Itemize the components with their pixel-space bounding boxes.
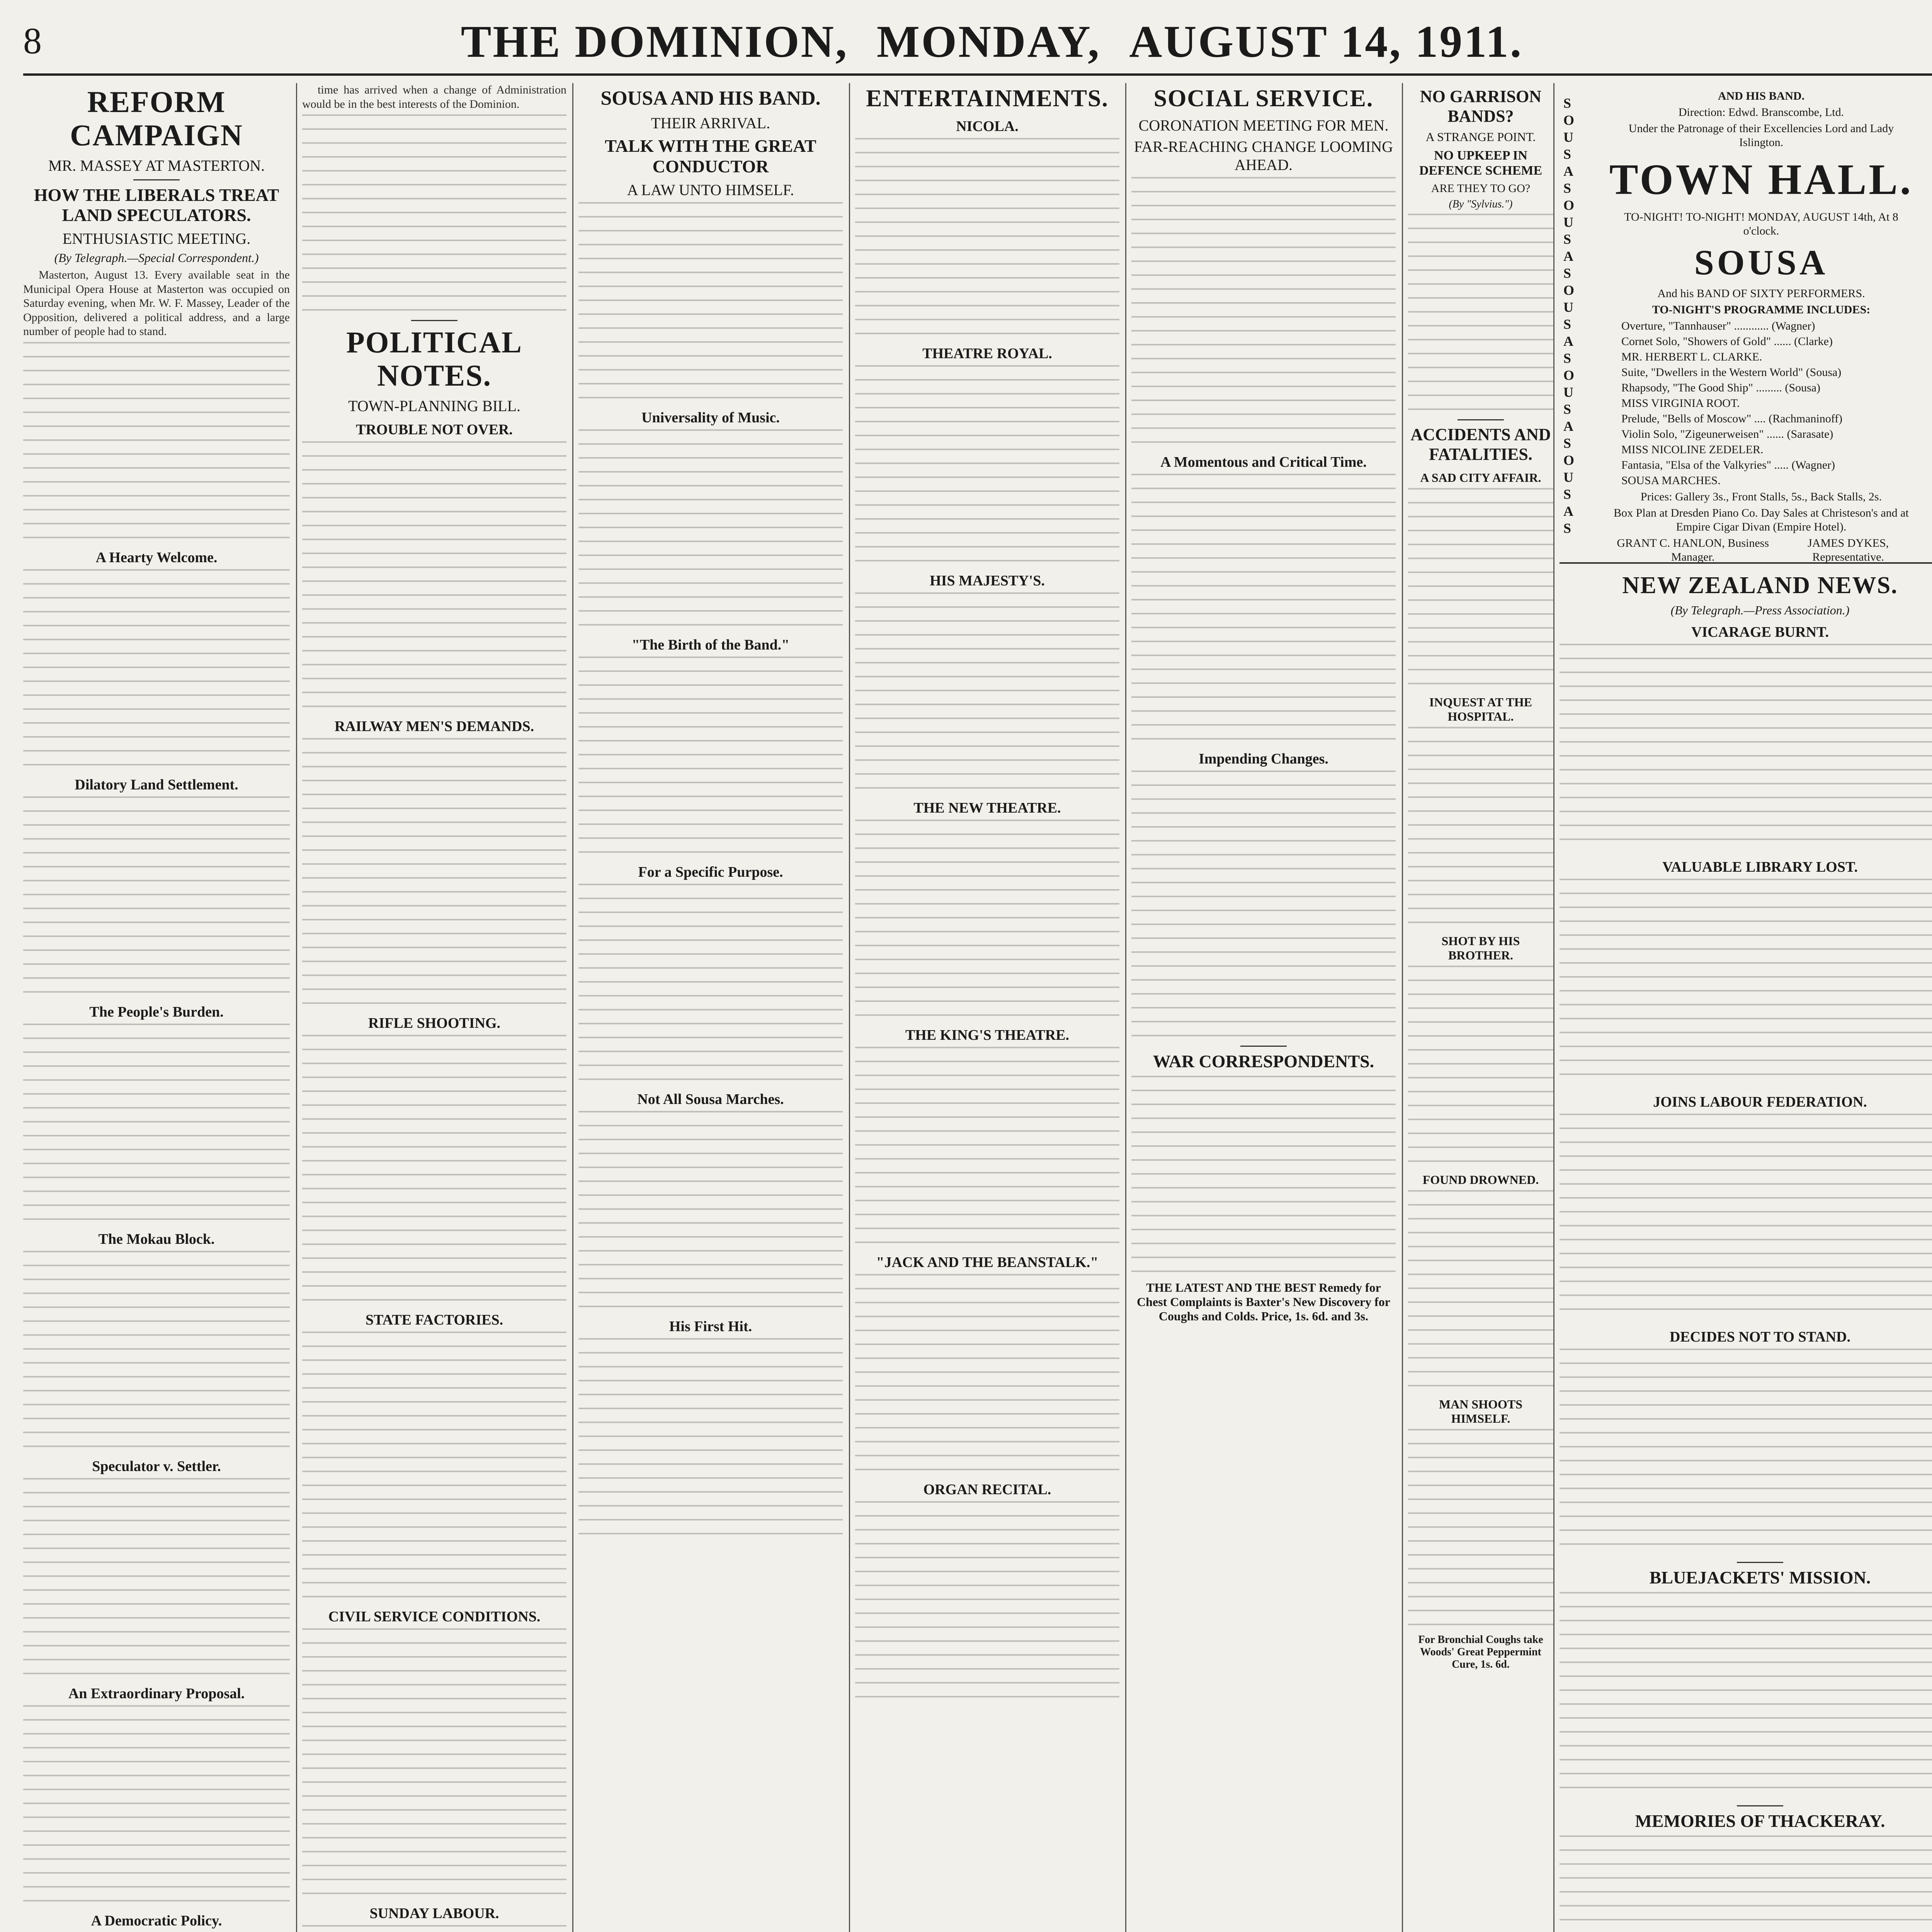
programme-item: MISS VIRGINIA ROOT.	[1621, 397, 1740, 410]
sousa-letter: A	[1563, 503, 1573, 519]
column-rule	[1553, 83, 1554, 1932]
article-heading: BLUEJACKETS' MISSION.	[1649, 1568, 1871, 1588]
article-body	[302, 1925, 566, 1932]
article-body	[23, 1024, 290, 1225]
article-body	[1560, 1592, 1932, 1801]
masthead-title	[23, 15, 1932, 68]
band-letter	[1930, 214, 1932, 231]
section-subhead: RIFLE SHOOTING.	[368, 1015, 501, 1031]
advert-line: Under the Patronage of their Excellencies Lord and Lady Islington.	[1628, 122, 1894, 149]
band-letter	[1930, 231, 1932, 248]
sousa-letter: S	[1563, 180, 1571, 196]
article-body	[1408, 727, 1553, 928]
article-subheading: ARE THEY TO GO?	[1431, 182, 1531, 195]
section-subhead: JOINS LABOUR FEDERATION.	[1653, 1094, 1867, 1111]
sousa-letter: O	[1563, 282, 1575, 298]
section-subhead: SHOT BY HIS BROTHER.	[1441, 934, 1520, 962]
advert-content	[1606, 87, 1917, 566]
article-body	[855, 1274, 1119, 1475]
section-subhead: THEATRE ROYAL.	[922, 345, 1052, 362]
programme-item: Overture, "Tannhauser" ............ (Wagner)	[1621, 320, 1815, 332]
section-subhead: FOUND DROWNED.	[1422, 1172, 1539, 1187]
advert-venue: TOWN HALL.	[1609, 156, 1913, 204]
article-body	[23, 342, 290, 543]
sousa-letter: O	[1563, 452, 1575, 468]
article-body	[855, 820, 1119, 1020]
programme-item: Cornet Solo, "Showers of Gold" ...... (Clarke)	[1621, 335, 1833, 348]
article-heading: SOUSA AND HIS BAND.	[600, 87, 821, 109]
sousa-letter: S	[1563, 265, 1571, 281]
band-letter	[1930, 197, 1932, 214]
article-body	[23, 796, 290, 997]
section-subhead: NICOLA.	[956, 118, 1019, 135]
sousa-letter: S	[1563, 231, 1571, 247]
article-subheading: FAR-REACHING CHANGE LOOMING AHEAD.	[1134, 138, 1393, 174]
advert-representative: JAMES DYKES, Representative.	[1808, 537, 1889, 563]
article-body	[1131, 1076, 1396, 1277]
band-letter	[1930, 95, 1932, 112]
masthead	[23, 12, 1932, 76]
programme-item: SOUSA MARCHES.	[1621, 474, 1721, 487]
column-rule	[1402, 83, 1403, 1932]
article-body	[1131, 770, 1396, 1041]
sousa-letter: S	[1563, 316, 1571, 332]
band-letter	[1930, 146, 1932, 163]
section-subhead: SUNDAY LABOUR.	[369, 1905, 499, 1922]
column-reform-campaign	[23, 83, 290, 1932]
sousa-letter: A	[1563, 163, 1573, 179]
band-letter	[1930, 163, 1932, 180]
sousa-letter: O	[1563, 197, 1575, 213]
article-body	[578, 1111, 843, 1312]
section-subhead: DECIDES NOT TO STAND.	[1669, 1329, 1851, 1345]
article-credit: (By Telegraph.—Press Association.)	[1670, 603, 1850, 617]
article-body	[1560, 879, 1932, 1087]
sousa-letter: U	[1563, 384, 1573, 400]
band-letter	[1930, 367, 1932, 384]
sousa-letter: U	[1563, 299, 1573, 315]
sousa-letter: A	[1563, 333, 1573, 349]
article-heading: NEW ZEALAND NEWS.	[1622, 572, 1898, 599]
article-credit: (By Telegraph.—Special Correspondent.)	[54, 251, 259, 265]
band-letter	[1930, 469, 1932, 486]
article-subheading: CORONATION MEETING FOR MEN.	[1138, 117, 1389, 134]
band-letter	[1930, 112, 1932, 129]
article-body	[1408, 966, 1553, 1167]
section-subhead: His First Hit.	[669, 1318, 752, 1335]
sousa-letter: O	[1563, 367, 1575, 383]
band-letter	[1930, 180, 1932, 197]
column-political-notes	[302, 83, 566, 1932]
advert-name: SOUSA	[1694, 243, 1828, 282]
programme-item: Prelude, "Bells of Moscow" .... (Rachmaninoff)	[1621, 412, 1843, 425]
article-body	[23, 1251, 290, 1452]
article-subheading: A LAW UNTO HIMSELF.	[627, 181, 794, 199]
article-continuation: time has arrived when a change of Administration would be in the best interests of the Dominion.	[302, 83, 566, 111]
paper-name: THE DOMINION,	[461, 16, 849, 67]
band-letter	[1930, 452, 1932, 469]
article-body	[1408, 1190, 1553, 1391]
section-subhead: THE KING'S THEATRE.	[905, 1027, 1070, 1044]
section-subhead: A Momentous and Critical Time.	[1160, 454, 1367, 471]
section-subhead: HIS MAJESTY'S.	[930, 573, 1045, 589]
sousa-letter: S	[1563, 520, 1571, 536]
sousa-letter: S	[1563, 350, 1571, 366]
band-letter	[1930, 350, 1932, 367]
column-social-service	[1131, 83, 1396, 1932]
band-letter	[1930, 129, 1932, 146]
article-body	[855, 1047, 1119, 1248]
article-body	[302, 1628, 566, 1899]
article-heading: ACCIDENTS AND FATALITIES.	[1410, 425, 1551, 464]
band-letter	[1930, 248, 1932, 265]
section-subhead: For a Specific Purpose.	[638, 864, 783, 880]
article-body	[855, 138, 1119, 339]
section-subhead: THE NEW THEATRE.	[913, 800, 1061, 816]
programme-item: Fantasia, "Elsa of the Valkyries" ..... (Wagner)	[1621, 459, 1835, 471]
sousa-letter: O	[1563, 112, 1575, 128]
sousa-letter: S	[1563, 401, 1571, 417]
section-subhead: Dilatory Land Settlement.	[75, 776, 238, 793]
section-subhead: A Hearty Welcome.	[95, 549, 218, 566]
article-body	[302, 441, 566, 712]
article-subheading: NO UPKEEP IN DEFENCE SCHEME	[1419, 148, 1543, 178]
masthead-date: AUGUST 14, 1911.	[1129, 16, 1523, 67]
column-entertainments	[855, 83, 1119, 1932]
column-rule	[572, 83, 573, 1932]
programme-item: Rhapsody, "The Good Ship" ......... (Sousa)	[1621, 381, 1821, 394]
article-body	[302, 1332, 566, 1602]
column-nz-news	[1560, 570, 1932, 1932]
sousa-letter: S	[1563, 435, 1571, 451]
band-letter	[1930, 282, 1932, 299]
column-rule	[296, 83, 297, 1932]
article-body	[1560, 644, 1932, 852]
article-body	[1560, 1835, 1932, 1932]
sousa-letter: U	[1563, 214, 1573, 230]
article-body	[23, 1705, 290, 1906]
section-subhead: The People's Burden.	[89, 1003, 224, 1020]
article-body	[855, 1501, 1119, 1702]
section-subhead: CIVIL SERVICE CONDITIONS.	[328, 1608, 541, 1625]
article-body	[1408, 214, 1553, 415]
article-body	[302, 1035, 566, 1305]
article-body	[302, 738, 566, 1009]
sousa-letter: U	[1563, 129, 1573, 145]
article-heading: REFORM CAMPAIGN	[70, 85, 243, 152]
article-heading: WAR CORRESPONDENTS.	[1153, 1051, 1374, 1071]
article-heading: ENTERTAINMENTS.	[866, 85, 1109, 112]
section-subhead: VICARAGE BURNT.	[1691, 624, 1829, 641]
programme-item: MR. HERBERT L. CLARKE.	[1621, 350, 1762, 363]
article-body	[578, 429, 843, 630]
section-subhead: INQUEST AT THE HOSPITAL.	[1429, 695, 1532, 723]
band-letter	[1930, 503, 1932, 520]
band-letter	[1930, 486, 1932, 503]
advert-line: Direction: Edwd. Branscombe, Ltd.	[1678, 106, 1844, 119]
article-subheading: HOW THE LIBERALS TREAT LAND SPECULATORS.	[34, 185, 279, 225]
column-sousa-band	[578, 83, 843, 1932]
article-lead: Masterton, August 13. Every available seat in the Municipal Opera House at Masterton was occupied on Saturday evening, when Mr. W. F. Massey, Leader of the Opposition, delivered a political address, and a large number of people had to stand.	[23, 269, 290, 338]
article-heading: NO GARRISON BANDS?	[1420, 87, 1542, 126]
band-letter	[1930, 520, 1932, 537]
band-letter	[1930, 384, 1932, 401]
article-body	[855, 365, 1119, 566]
article-subheading: A STRANGE POINT.	[1425, 130, 1536, 144]
advert-prices: Prices: Gallery 3s., Front Stalls, 5s., Back Stalls, 2s.	[1640, 490, 1882, 503]
article-body	[1560, 1114, 1932, 1322]
article-body	[578, 1338, 843, 1539]
section-subhead: RAILWAY MEN'S DEMANDS.	[334, 718, 534, 735]
article-body	[578, 884, 843, 1085]
section-subhead: STATE FACTORIES.	[365, 1311, 503, 1328]
band-repeat-column	[1930, 95, 1932, 537]
article-body	[1131, 474, 1396, 744]
advert-manager: GRANT C. HANLON, Business Manager.	[1617, 537, 1769, 563]
column-rule	[849, 83, 850, 1932]
sousa-letter: S	[1563, 486, 1571, 502]
sousa-advert	[1560, 83, 1932, 564]
section-subhead: Universality of Music.	[641, 409, 780, 426]
article-credit: (By "Sylvius.")	[1449, 198, 1513, 211]
programme-item: Suite, "Dwellers in the Western World" (Sousa)	[1621, 366, 1842, 379]
article-heading: POLITICAL NOTES.	[346, 325, 522, 392]
article-body	[1131, 177, 1396, 447]
article-subheading: ENTHUSIASTIC MEETING.	[62, 230, 251, 248]
section-subhead: Impending Changes.	[1199, 751, 1328, 767]
advert-dates: TO-NIGHT! TO-NIGHT! MONDAY, AUGUST 14th, At 8 o'clock.	[1624, 211, 1898, 237]
programme-list	[1606, 319, 1917, 488]
article-body	[302, 114, 566, 315]
article-body	[23, 1478, 290, 1679]
band-letter	[1930, 401, 1932, 418]
article-heading: SOCIAL SERVICE.	[1153, 85, 1374, 112]
article-subheading: MR. MASSEY AT MASTERTON.	[48, 156, 265, 174]
advert-line: For Bronchial Coughs take Woods' Great Peppermint Cure, 1s. 6d.	[1418, 1633, 1543, 1670]
band-letter	[1930, 299, 1932, 316]
section-subhead: An Extraordinary Proposal.	[68, 1685, 245, 1702]
sousa-letter: A	[1563, 418, 1573, 434]
column-garrison-bands	[1408, 83, 1553, 1932]
article-body	[578, 202, 843, 403]
sousa-letter: S	[1563, 95, 1571, 111]
band-letter	[1930, 316, 1932, 333]
sousa-letter: A	[1563, 248, 1573, 264]
section-subhead: VALUABLE LIBRARY LOST.	[1662, 859, 1858, 876]
sousa-repeat-column	[1563, 95, 1594, 537]
band-letter	[1930, 418, 1932, 435]
article-body	[23, 569, 290, 770]
article-body	[1408, 488, 1553, 689]
advert-subtitle: And his BAND OF SIXTY PERFORMERS.	[1657, 287, 1865, 300]
article-subheading: THEIR ARRIVAL.	[651, 114, 770, 132]
band-letter	[1930, 333, 1932, 350]
section-subhead: Not All Sousa Marches.	[637, 1091, 784, 1107]
article-body	[1560, 1349, 1932, 1557]
programme-title: TO-NIGHT'S PROGRAMME INCLUDES:	[1652, 303, 1871, 316]
programme-item: Violin Solo, "Zigeunerweisen" ...... (Sarasate)	[1621, 428, 1833, 440]
section-subhead: The Mokau Block.	[98, 1231, 215, 1247]
section-subhead: A Democratic Policy.	[91, 1912, 222, 1929]
masthead-day: MONDAY,	[876, 16, 1101, 67]
section-subhead: Speculator v. Settler.	[92, 1458, 221, 1475]
section-subhead: TROUBLE NOT OVER.	[356, 421, 513, 438]
article-subheading: TALK WITH THE GREAT CONDUCTOR	[605, 136, 816, 176]
page-number: 8	[23, 20, 42, 61]
advert-line: THE LATEST AND THE BEST Remedy for Chest Complaints is Baxter's New Discovery for Coughs and Colds. Price, 1s. 6d. and 3s.	[1137, 1281, 1390, 1323]
column-rule	[1125, 83, 1126, 1932]
section-subhead: MAN SHOOTS HIMSELF.	[1439, 1397, 1523, 1425]
section-subhead: "JACK AND THE BEANSTALK."	[876, 1254, 1099, 1271]
article-body	[855, 592, 1119, 793]
article-body	[578, 656, 843, 857]
band-letter	[1930, 265, 1932, 282]
section-subhead: A SAD CITY AFFAIR.	[1420, 470, 1541, 485]
section-subhead: "The Birth of the Band."	[631, 636, 790, 653]
article-subheading: TOWN-PLANNING BILL.	[348, 397, 520, 415]
article-body	[1408, 1429, 1553, 1630]
article-heading: MEMORIES OF THACKERAY.	[1635, 1811, 1885, 1831]
section-subhead: ORGAN RECITAL.	[923, 1481, 1051, 1498]
sousa-letter: U	[1563, 469, 1573, 485]
advert-line: AND HIS BAND.	[1718, 90, 1805, 102]
band-letter	[1930, 435, 1932, 452]
sousa-letter: S	[1563, 146, 1571, 162]
programme-item: MISS NICOLINE ZEDELER.	[1621, 443, 1764, 456]
advert-box-plan: Box Plan at Dresden Piano Co. Day Sales at Christeson's and at Empire Cigar Divan (Empire Hotel).	[1614, 507, 1909, 533]
